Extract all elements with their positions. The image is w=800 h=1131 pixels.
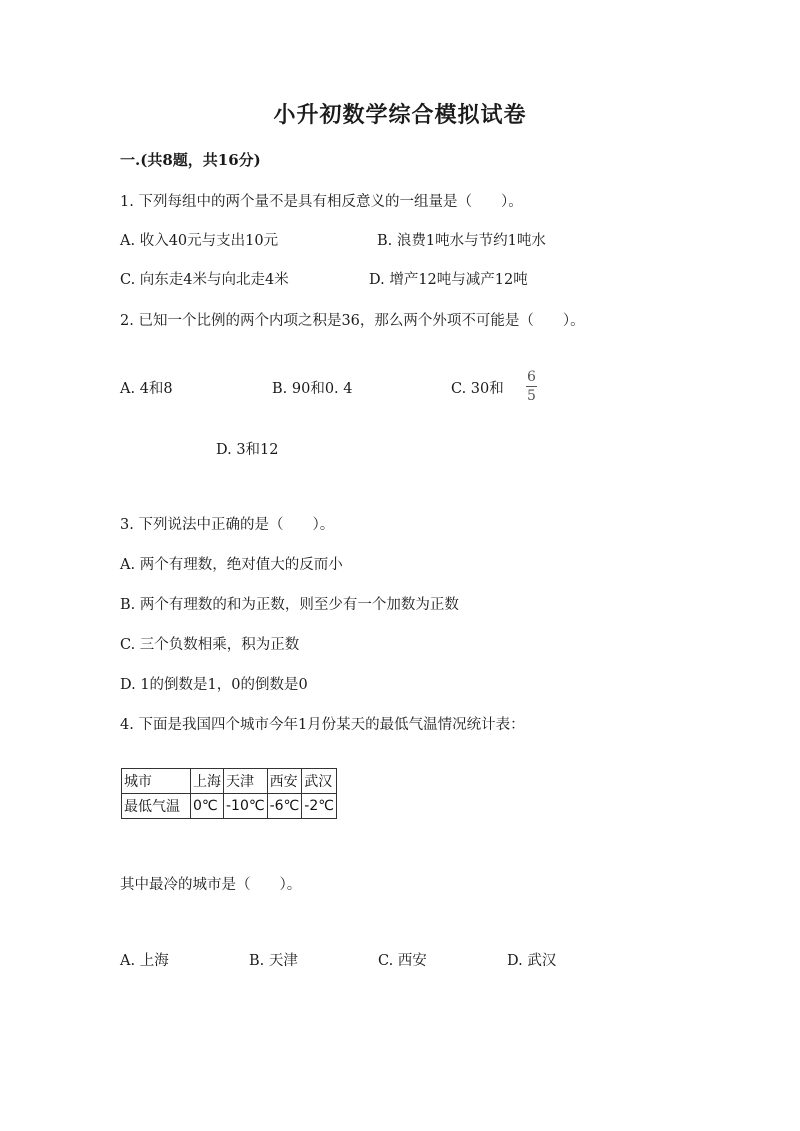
q1-option-c: C. 向东走4米与向北走4米 (120, 272, 289, 288)
table-cell: 武汉 (302, 769, 337, 794)
table-cell: 上海 (191, 769, 224, 794)
q2-option-c-fraction (526, 370, 537, 403)
q1-stem: 1. 下列每组中的两个量不是具有相反意义的一组量是（ ）。 (120, 194, 523, 210)
q4-option-d: D. 武汉 (507, 953, 557, 969)
table-cell: -10℃ (224, 794, 268, 819)
fraction-denominator: 5 (527, 388, 536, 404)
q1-option-b: B. 浪费1吨水与节约1吨水 (377, 233, 546, 249)
table-cell: 0℃ (191, 794, 224, 819)
table-cell: 城市 (122, 769, 191, 794)
page-title: 小升初数学综合模拟试卷 (273, 102, 527, 128)
fraction-numerator: 6 (527, 369, 536, 385)
q4-option-c: C. 西安 (378, 953, 427, 969)
q3-option-a: A. 两个有理数，绝对值大的反而小 (120, 557, 343, 573)
table-cell: 天津 (224, 769, 268, 794)
q3-option-d: D. 1的倒数是1，0的倒数是0 (120, 677, 308, 693)
q2-option-a: A. 4和8 (120, 381, 173, 397)
fraction-bar (526, 386, 537, 387)
q3-option-b: B. 两个有理数的和为正数，则至少有一个加数为正数 (120, 597, 459, 613)
q2-option-b: B. 90和0. 4 (272, 381, 353, 397)
q3-option-c: C. 三个负数相乘，积为正数 (120, 637, 300, 653)
q1-option-d: D. 增产12吨与减产12吨 (369, 272, 528, 288)
q2-option-c: C. 30和 (451, 381, 504, 397)
section-heading: 一.(共8题，共16分) (120, 151, 261, 169)
table-cell: 最低气温 (122, 794, 191, 819)
q4-stem: 4. 下面是我国四个城市今年1月份某天的最低气温情况统计表： (120, 717, 525, 733)
q3-stem: 3. 下列说法中正确的是（ ）。 (120, 517, 335, 533)
q2-stem: 2. 已知一个比例的两个内项之积是36，那么两个外项不可能是（ ）。 (120, 313, 585, 329)
q4-question: 其中最冷的城市是（ ）。 (120, 877, 302, 893)
temperature-table (121, 768, 337, 819)
q2-option-d: D. 3和12 (216, 442, 279, 458)
table-cell: -6℃ (267, 794, 302, 819)
table-header-row (122, 769, 337, 794)
table-cell: 西安 (267, 769, 302, 794)
q4-option-b: B. 天津 (249, 953, 298, 969)
q1-option-a: A. 收入40元与支出10元 (120, 233, 279, 249)
table-row (122, 794, 337, 819)
table-cell: -2℃ (302, 794, 337, 819)
q4-option-a: A. 上海 (120, 953, 169, 969)
